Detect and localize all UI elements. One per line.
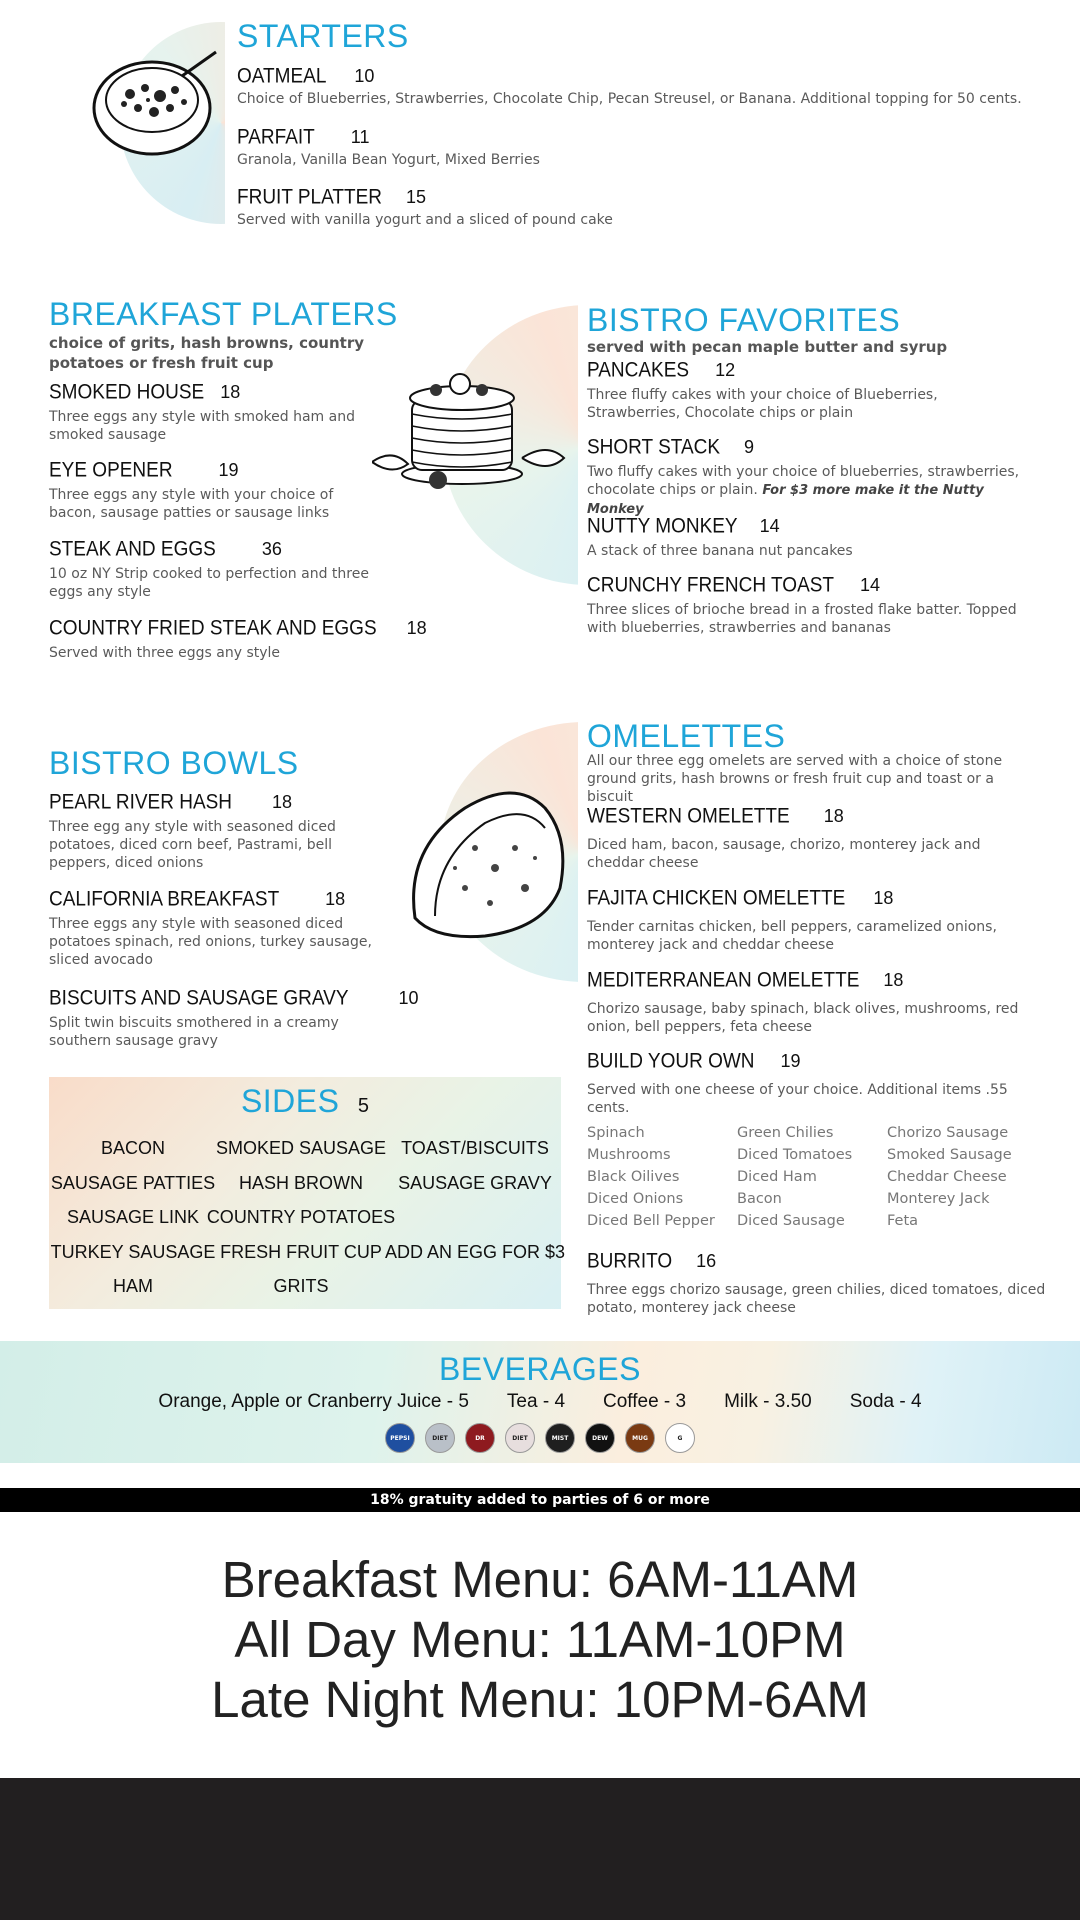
item-name: BISCUITS AND SAUSAGE GRAVY <box>49 986 349 1011</box>
extra-option: Mushrooms <box>587 1147 671 1163</box>
extra-option: Feta <box>887 1213 919 1229</box>
beverages-title: BEVERAGES <box>439 1351 641 1387</box>
item-description: Chorizo sausage, baby spinach, black olives, mushrooms, red onion, bell peppers, feta cheese <box>587 1001 1019 1035</box>
item-name: WESTERN OMELETTE <box>587 804 790 829</box>
item-price: 18 <box>873 888 894 908</box>
side-item: HASH BROWN <box>238 1172 363 1193</box>
item-price: 9 <box>744 437 755 457</box>
dr-pepper-logo: DR <box>465 1423 495 1453</box>
menu-hours <box>0 1550 1080 1730</box>
platters-subtitle: choice of grits, hash browns, country potatoes or fresh fruit cup <box>49 334 365 372</box>
extra-option: Smoked Sausage <box>887 1147 1012 1163</box>
omelettes-subtitle: All our three egg omelets are served with a choice of stone ground grits, hash browns or fresh fruit cup and toast or a biscuit <box>587 753 1003 805</box>
item-description: Three eggs any style with your choice of bacon, sausage patties or sausage links <box>49 487 334 521</box>
item-price: 36 <box>261 539 282 559</box>
extra-option: Black Oilives <box>587 1169 680 1185</box>
beverage-item: Orange, Apple or Cranberry Juice - 5 <box>158 1391 469 1412</box>
side-item: COUNTRY POTATOES <box>206 1207 396 1227</box>
item-price: 18 <box>325 889 346 909</box>
item-description: Served with vanilla yogurt and a sliced of pound cake <box>237 212 613 228</box>
item-name: FRUIT PLATTER <box>237 185 382 210</box>
item-price: 19 <box>780 1051 801 1071</box>
item-description: Served with one cheese of your choice. Additional items .55 cents. <box>587 1082 1008 1116</box>
side-item: SMOKED SAUSAGE <box>215 1138 387 1158</box>
item-name: NUTTY MONKEY <box>587 514 738 539</box>
item-description: Tender carnitas chicken, bell peppers, caramelized onions, monterey jack and cheddar cheese <box>587 919 997 953</box>
omelette-item-mediterranean <box>587 970 1047 1036</box>
item-description: A stack of three banana nut pancakes <box>587 543 853 559</box>
extra-option: Diced Sausage <box>737 1213 845 1229</box>
item-price: 16 <box>696 1251 717 1271</box>
platter-item-eye-opener <box>49 460 379 522</box>
side-item: BACON <box>100 1138 165 1158</box>
side-item: GRITS <box>273 1276 329 1296</box>
beverage-item: Soda - 4 <box>849 1391 922 1412</box>
sides-column <box>206 1131 396 1304</box>
diet-pepsi-logo: DIET <box>425 1423 455 1453</box>
item-price: 10 <box>354 66 375 86</box>
item-name: PARFAIT <box>237 125 315 150</box>
side-item: TOAST/BISCUITS <box>401 1138 549 1158</box>
side-item: SAUSAGE LINK <box>66 1207 200 1227</box>
hours-line: All Day Menu: 11AM-10PM <box>234 1611 846 1668</box>
beverages-section <box>0 1341 1080 1463</box>
extra-option: Spinach <box>587 1125 645 1141</box>
extra-option: Diced Tomatoes <box>737 1147 853 1163</box>
side-item: HAM <box>113 1276 153 1296</box>
sides-section <box>49 1077 566 1309</box>
item-description: Served with three eggs any style <box>49 645 281 661</box>
item-name: COUNTRY FRIED STEAK AND EGGS <box>49 616 377 641</box>
item-description: Three slices of brioche bread in a frosted flake batter. Topped with blueberries, strawberries and bananas <box>587 602 1017 636</box>
item-price: 14 <box>759 516 780 536</box>
favorite-item-short-stack <box>587 437 1037 519</box>
sides-column <box>384 1131 566 1304</box>
extra-option: Monterey Jack <box>887 1191 990 1207</box>
item-price: 14 <box>860 575 881 595</box>
omelette-illustration <box>395 778 580 943</box>
side-item: FRESH FRUIT CUP <box>220 1241 382 1262</box>
item-price: 18 <box>272 792 293 812</box>
item-price: 18 <box>220 382 241 402</box>
item-name: BUILD YOUR OWN <box>587 1049 755 1074</box>
extra-option: Green Chilies <box>737 1125 834 1141</box>
extra-option: Chorizo Sausage <box>887 1125 1009 1141</box>
item-name: EYE OPENER <box>49 458 173 483</box>
item-description: Three eggs chorizo sausage, green chilies, diced tomatoes, diced potato, monterey jack cheese <box>587 1282 1046 1316</box>
favorite-item-pancakes <box>587 360 1027 422</box>
item-name: PEARL RIVER HASH <box>49 790 233 815</box>
item-description: 10 oz NY Strip cooked to perfection and three eggs any style <box>49 566 369 600</box>
footer-bar <box>0 1778 1080 1920</box>
omelette-item-western <box>587 806 1037 872</box>
side-item: TURKEY SAUSAGE <box>50 1241 216 1262</box>
beverage-item: Milk - 3.50 <box>724 1391 812 1412</box>
side-item: SAUSAGE GRAVY <box>398 1172 552 1193</box>
item-name: CALIFORNIA BREAKFAST <box>49 887 280 912</box>
diet-dr-pepper-logo: DIET <box>505 1423 535 1453</box>
favorites-subtitle: served with pecan maple butter and syrup <box>587 338 948 356</box>
bowl-item-california-breakfast <box>49 889 379 969</box>
starter-item-fruit-platter <box>237 187 837 229</box>
gatorade-logo: G <box>665 1423 695 1453</box>
omelette-item-fajita-chicken <box>587 888 1037 954</box>
favorite-item-nutty-monkey <box>587 516 1027 560</box>
sides-column <box>50 1131 216 1304</box>
omelette-item-build-your-own <box>587 1051 1047 1117</box>
extra-option: Diced Bell Pepper <box>587 1213 715 1229</box>
item-price: 18 <box>883 970 904 990</box>
item-description: Two fluffy cakes with your choice of blueberries, strawberries, chocolate chips or plain. <box>587 464 1020 498</box>
item-name: PANCAKES <box>587 358 690 383</box>
item-price: 18 <box>406 618 427 638</box>
platter-item-steak-and-eggs <box>49 539 379 601</box>
sierra-mist-logo: MIST <box>545 1423 575 1453</box>
favorite-item-crunchy-french-toast <box>587 575 1037 637</box>
side-item: SAUSAGE PATTIES <box>50 1172 216 1193</box>
bowls-title: BISTRO BOWLS <box>49 745 299 781</box>
item-price: 10 <box>398 988 419 1008</box>
item-name: SHORT STACK <box>587 435 721 460</box>
item-description: Diced ham, bacon, sausage, chorizo, monterey jack and cheddar cheese <box>587 837 981 871</box>
hours-line: Breakfast Menu: 6AM-11AM <box>221 1551 859 1608</box>
platters-title: BREAKFAST PLATERS <box>49 296 398 332</box>
item-name: SMOKED HOUSE <box>49 380 205 405</box>
item-price: 19 <box>218 460 239 480</box>
gratuity-notice: 18% gratuity added to parties of 6 or more <box>0 1488 1080 1512</box>
starter-item-parfait <box>237 127 837 169</box>
favorites-title: BISTRO FAVORITES <box>587 302 901 338</box>
omelettes-title: OMELETTES <box>587 718 786 754</box>
extras-column <box>587 1122 715 1232</box>
omelette-item-burrito <box>587 1251 1047 1317</box>
side-item: ADD AN EGG FOR $3 <box>384 1241 566 1262</box>
beverage-item: Tea - 4 <box>506 1391 566 1412</box>
extras-column <box>737 1122 852 1232</box>
beverages-list <box>0 1391 1080 1413</box>
item-description: Three egg any style with seasoned diced potatoes, diced corn beef, Pastrami, bell peppers, diced onions <box>49 819 336 871</box>
item-description: Three eggs any style with seasoned diced potatoes spinach, red onions, turkey sausage, sliced avocado <box>49 916 372 968</box>
starters-title: STARTERS <box>237 18 409 54</box>
item-description: Three fluffy cakes with your choice of Blueberries, Strawberries, Chocolate chips or plain <box>587 387 938 421</box>
extra-option: Cheddar Cheese <box>887 1169 1007 1185</box>
hours-line: Late Night Menu: 10PM-6AM <box>211 1671 869 1728</box>
item-name: MEDITERRANEAN OMELETTE <box>587 968 860 993</box>
mug-root-beer-logo: MUG <box>625 1423 655 1453</box>
item-name: STEAK AND EGGS <box>49 537 216 562</box>
item-price: 11 <box>350 127 370 147</box>
beverage-item: Coffee - 3 <box>603 1391 687 1412</box>
platter-item-smoked-house <box>49 382 379 444</box>
item-note: For $3 more make it the Nutty Monkey <box>587 483 984 517</box>
pepsi-logo: PEPSI <box>385 1423 415 1453</box>
item-name: BURRITO <box>587 1249 673 1274</box>
bowl-item-pearl-river-hash <box>49 792 369 872</box>
item-price: 15 <box>405 187 427 207</box>
oatmeal-bowl-illustration <box>90 50 220 160</box>
platter-item-country-fried-steak <box>49 616 427 662</box>
item-description: Choice of Blueberries, Strawberries, Chocolate Chip, Pecan Streusel, or Banana. Additional topping for 50 cents. <box>237 91 1022 107</box>
extra-option: Diced Ham <box>737 1169 817 1185</box>
item-name: FAJITA CHICKEN OMELETTE <box>587 886 846 911</box>
starter-item-oatmeal <box>237 66 1037 108</box>
extra-option: Bacon <box>737 1191 782 1207</box>
extra-option: Diced Onions <box>587 1191 684 1207</box>
item-price: 12 <box>715 360 736 380</box>
item-name: OATMEAL <box>237 64 327 89</box>
sides-title: SIDES <box>240 1083 340 1119</box>
pancakes-illustration <box>372 362 572 494</box>
bowl-item-biscuits-gravy <box>49 986 419 1050</box>
extras-column <box>887 1122 1012 1232</box>
sides-price: 5 <box>357 1095 370 1117</box>
item-price: 18 <box>823 806 844 826</box>
item-description: Granola, Vanilla Bean Yogurt, Mixed Berries <box>237 152 540 168</box>
soda-logos <box>0 1423 1080 1453</box>
mountain-dew-logo: DEW <box>585 1423 615 1453</box>
item-description: Split twin biscuits smothered in a creamy southern sausage gravy <box>49 1015 339 1049</box>
item-description: Three eggs any style with smoked ham and smoked sausage <box>49 409 355 443</box>
item-name: CRUNCHY FRENCH TOAST <box>587 573 835 598</box>
